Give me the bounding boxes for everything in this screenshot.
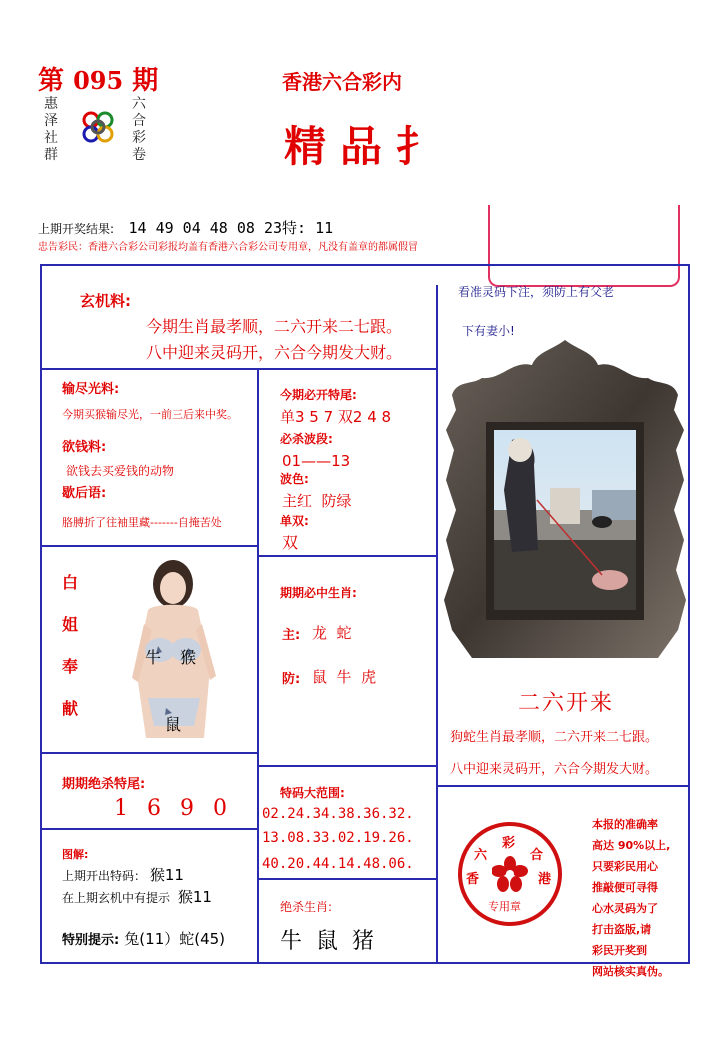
divider-jueshashengxiao-top: [257, 878, 436, 880]
divider-tujie-top: [40, 828, 257, 830]
seal-char-5: 港: [538, 872, 552, 887]
fanwei-row-3: 40.20.44.14.48.06.: [262, 856, 414, 872]
zhongshengxiao-main-value: 龙 蛇: [312, 624, 352, 642]
fanwei-row-1: 02.24.34.38.36.32.: [262, 806, 414, 822]
tebie-label: 特别提示:: [62, 933, 120, 948]
xiehouyu-text: 胳膊折了往袖里藏-------自掩苦处: [62, 516, 222, 529]
banner-line1: 狗蛇生肖最孝顺，二六开来二七跟。: [450, 730, 659, 745]
girl-label-shu: 鼠: [165, 715, 182, 734]
results-warning: 忠告彩民：香港六合彩公司彩报均盖有香港六合彩公司专用章，凡没有盖章的都属假冒: [38, 242, 418, 253]
divider-xuanji: [40, 368, 436, 370]
frame-right: [688, 264, 690, 964]
girl-char-2: 姐: [62, 615, 79, 634]
bose-value: 主红 防绿: [282, 492, 352, 510]
tujie-line1: [62, 864, 184, 885]
yuqian-text: 欲钱去买爱钱的动物: [66, 464, 175, 478]
girl-char-4: 献: [62, 699, 79, 718]
promo-line-4: 推敲便可寻得: [592, 881, 658, 894]
xiehouyu-heading: 歇后语:: [62, 486, 107, 501]
issue-number: 095: [73, 66, 124, 95]
tujie-line2-label: 在上期玄机中有提示: [62, 891, 171, 905]
promo-line-1: 本报的准确率: [592, 818, 658, 831]
girl-label-niu: 牛: [145, 648, 162, 667]
rings-logo-icon: [78, 108, 118, 148]
brand-left-text: 惠泽社群: [44, 96, 58, 163]
jueshawei-heading: 期期绝杀特尾:: [62, 777, 146, 792]
shuchi-text: 今期买猴输尽光，一前三后来中奖。: [62, 408, 238, 421]
girl-label-hou: 猴: [180, 648, 197, 667]
bose-heading: 波色:: [280, 472, 309, 486]
flower-icon: [492, 856, 528, 892]
issue-prefix: 第: [38, 66, 65, 96]
right-top-line2: 下有妻小!: [462, 324, 515, 338]
frame-top: [40, 264, 690, 266]
pink-frame: [488, 205, 680, 287]
tebie-row: [62, 928, 225, 949]
seal-char-1: 六: [474, 848, 488, 863]
divider-girl-top: [40, 545, 257, 547]
tujie-line2-value: 猴11: [177, 888, 212, 906]
main-title: 精品扌: [284, 122, 453, 171]
promo-text: [592, 814, 670, 982]
results-label: 上期开奖结果:: [38, 222, 115, 236]
tujie-heading: 图解:: [62, 848, 89, 861]
banner-line2: 八中迎来灵码开，六合今期发大财。: [450, 762, 659, 777]
divider-shengxiao-top: [257, 555, 436, 557]
girl-char-1: 白: [62, 573, 79, 592]
zhongshengxiao-main-label: 主:: [282, 628, 301, 643]
divider-banner-bottom: [436, 785, 688, 787]
official-seal: [458, 822, 562, 926]
brand-right: [132, 96, 148, 164]
brand-left: [44, 96, 60, 164]
seal-char-2: 彩: [502, 836, 516, 851]
xuanji-heading: 玄机料:: [80, 292, 131, 310]
girl-char-3: 奉: [62, 657, 79, 676]
seal-char-4: 香: [466, 872, 480, 887]
tujie-line1-label: 上期开出特码：: [62, 869, 147, 883]
zhongshengxiao-fang-value: 鼠 牛 虎: [312, 668, 377, 686]
issue-label: [38, 60, 158, 97]
top-title: 香港六合彩内: [282, 70, 402, 94]
jueshawei-value: 1 6 9 0: [114, 796, 233, 821]
banner-title: 二六开来: [518, 691, 615, 716]
tujie-line2: [62, 886, 212, 907]
boduan-value: 01——13: [282, 452, 351, 470]
promo-line-3: 只要彩民用心: [592, 860, 658, 873]
seal-bottom: 专用章: [488, 900, 521, 913]
issue-suffix: 期: [132, 66, 159, 96]
framed-photo-illustration: [442, 340, 688, 660]
boduan-heading: 必杀波段:: [280, 432, 333, 446]
divider-fanwei-top: [257, 765, 436, 767]
divider-right-col: [436, 285, 438, 962]
tewei-heading: 今期必开特尾:: [280, 388, 357, 402]
divider-jueshawei-top: [40, 752, 257, 754]
results-row: [38, 217, 333, 238]
zhongshengxiao-fang-label: 防:: [282, 672, 301, 687]
xuanji-line2: 八中迎来灵码开，六合今期发大财。: [146, 343, 403, 362]
brand-logo: [78, 108, 118, 148]
danshuang-value: 双: [282, 533, 299, 552]
seal-char-3: 合: [530, 848, 544, 863]
zhongshengxiao-heading: 期期必中生肖:: [280, 586, 357, 600]
fanwei-row-2: 13.08.33.02.19.26.: [262, 830, 414, 846]
tewei-line: 单3 5 7 双2 4 8: [280, 408, 392, 426]
tujie-line1-value: 猴11: [149, 866, 184, 884]
danshuang-heading: 单双:: [280, 514, 309, 528]
jueshashengxiao-heading: 绝杀生肖:: [280, 900, 333, 914]
jueshashengxiao-value: 牛 鼠 猪: [280, 929, 374, 954]
girl-vertical-text: [62, 562, 82, 730]
promo-line-7: 彩民开奖到: [592, 944, 647, 957]
promo-line-6: 打击盗版,请: [592, 923, 652, 936]
brand-right-text: 六合彩卷: [132, 96, 146, 163]
fanwei-heading: 特码大范围:: [280, 786, 345, 800]
promo-line-2: 高达 90%以上,: [592, 839, 671, 852]
xuanji-line1: 今期生肖最孝顺，二六开来二七跟。: [146, 317, 403, 336]
right-top-line1: 看准灵码下注，须防上有父老: [458, 285, 615, 299]
divider-mid-col: [257, 368, 259, 962]
promo-line-8: 网站核实真伪。: [592, 965, 669, 978]
promo-line-5: 心水灵码为了: [592, 902, 658, 915]
shuchi-heading: 输尽光料:: [62, 382, 120, 397]
yuqian-heading: 欲钱料:: [62, 440, 107, 455]
ornate-frame-photo: [442, 340, 688, 660]
tebie-value: 兔(11）蛇(45): [124, 930, 226, 948]
results-numbers: 14 49 04 48 08 23特: 11: [128, 219, 334, 237]
